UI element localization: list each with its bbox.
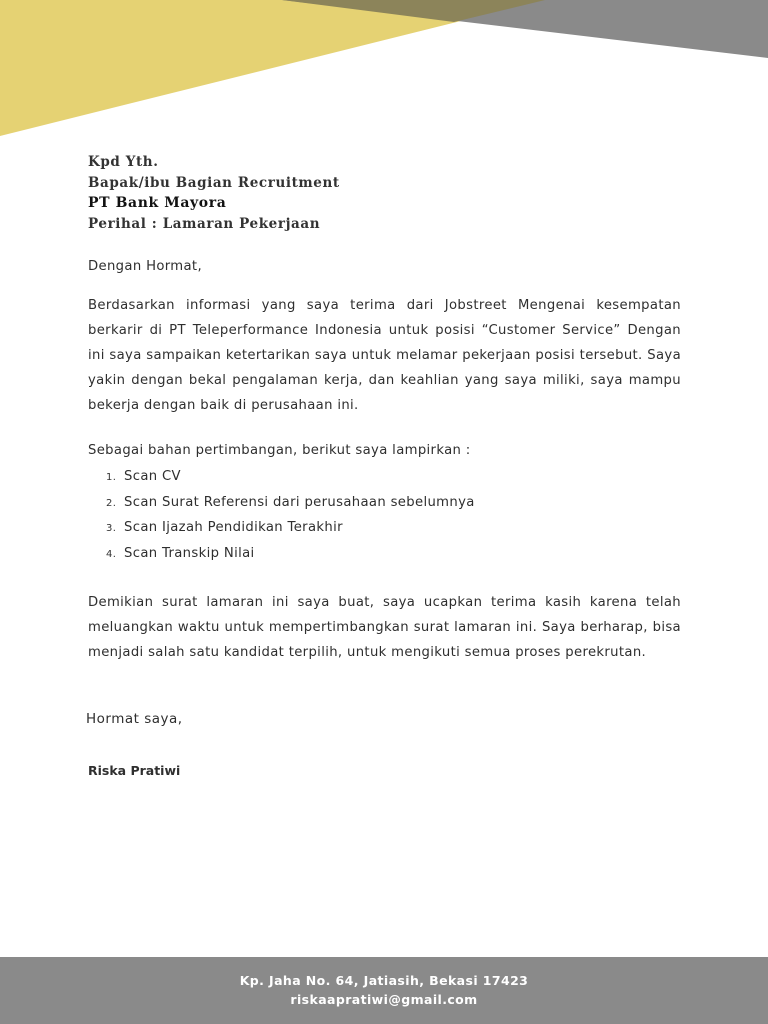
- header-decoration: [0, 0, 768, 140]
- list-item-text: Scan Ijazah Pendidikan Terakhir: [124, 520, 343, 536]
- list-item-number: 2.: [106, 497, 117, 509]
- signature-name: Riska Pratiwi: [88, 763, 181, 778]
- letter-subject: Perihal : Lamaran Pekerjaan: [88, 215, 321, 232]
- list-item-text: Scan CV: [124, 469, 181, 484]
- recipient-company: PT Bank Mayora: [88, 195, 227, 211]
- salutation: Dengan Hormat,: [88, 259, 202, 274]
- closing-phrase: Hormat saya,: [86, 711, 183, 727]
- list-item-number: 1.: [106, 472, 117, 483]
- list-item-text: Scan Surat Referensi dari perusahaan sebelumnya: [124, 494, 475, 510]
- attachments-intro: Sebagai bahan pertimbangan, berikut saya lampirkan :: [88, 443, 471, 458]
- footer: [0, 957, 768, 1024]
- body-paragraph: Berdasarkan informasi yang saya terima dari Jobstreet Mengenai kesempatan berkarir di PT Teleperformance Indonesia untuk posisi “Customer Service” Dengan ini saya sampaikan ketertarikan saya untuk melamar pekerjaan posisi tersebut. Saya yakin dengan bekal pengalaman kerja, dan keahlian yang saya miliki, saya mampu bekerja dengan baik di perusahaan ini.: [88, 298, 681, 413]
- recipient-department: Bapak/ibu Bagian Recruitment: [88, 174, 340, 191]
- list-item-text: Scan Transkip Nilai: [124, 546, 255, 562]
- list-item: [88, 490, 475, 516]
- list-item: [88, 541, 475, 567]
- list-item: [88, 515, 475, 541]
- list-item-number: 4.: [106, 549, 117, 561]
- list-item: [88, 464, 475, 490]
- footer-email: riskaapratiwi@gmail.com: [290, 992, 478, 1007]
- recipient-greeting: Kpd Yth.: [88, 154, 159, 170]
- list-item-number: 3.: [106, 523, 117, 535]
- attachments-list: [88, 464, 475, 567]
- recipient-block: [88, 152, 340, 234]
- footer-address: Kp. Jaha No. 64, Jatiasih, Bekasi 17423: [239, 973, 529, 988]
- closing-paragraph: Demikian surat lamaran ini saya buat, saya ucapkan terima kasih karena telah meluangkan waktu untuk mempertimbangkan surat lamaran ini. Saya berharap, bisa menjadi salah satu kandidat terpilih, untuk mengikuti semua proses perekrutan.: [88, 595, 681, 660]
